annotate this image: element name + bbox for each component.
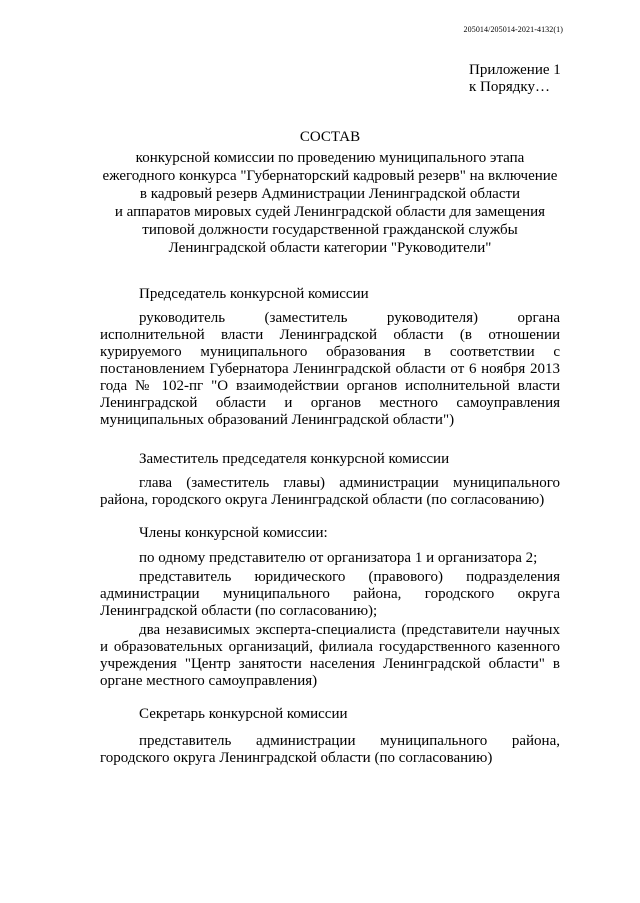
chairman-heading: Председатель конкурсной комиссии <box>139 286 369 302</box>
heading-line-1: конкурсной комиссии по проведению муниципального этапа <box>135 150 525 166</box>
heading-line-3: в кадровый резерв Администрации Ленинградской области <box>139 186 521 202</box>
secretary-heading: Секретарь конкурсной комиссии <box>139 706 348 722</box>
appendix-line-1: Приложение 1 <box>469 62 561 78</box>
document-title: СОСТАВ <box>299 129 361 145</box>
heading-line-6: Ленинградской области категории "Руководители" <box>168 240 492 256</box>
secretary-section <box>100 733 560 767</box>
document-id: 205014/205014-2021-4132(1) <box>463 25 563 34</box>
deputy-description: глава (заместитель главы) администрации муниципального района, городского округа Ленинградской области (по согласованию) <box>100 475 560 508</box>
chairman-section <box>100 310 560 429</box>
document-heading <box>100 128 560 257</box>
heading-line-5: типовой должности государственной гражданской службы <box>142 222 518 238</box>
member-item-2: представитель юридического (правового) подразделения администрации муниципального района, городского округа Ленинградской области (по согласованию); <box>100 569 560 619</box>
secretary-description: представитель администрации муниципального района, городского округа Ленинградской области (по согласованию) <box>100 733 560 766</box>
members-section <box>100 550 560 690</box>
members-heading: Члены конкурсной комиссии: <box>139 525 328 541</box>
deputy-section <box>100 475 560 509</box>
deputy-heading: Заместитель председателя конкурсной комиссии <box>139 451 450 467</box>
appendix-reference <box>469 62 561 96</box>
heading-line-2: ежегодного конкурса "Губернаторский кадровый резерв" на включение <box>102 168 558 184</box>
appendix-line-2: к Порядку… <box>469 79 550 95</box>
member-item-3: два независимых эксперта-специалиста (представители научных и образовательных организаций, филиала государственного казенного учреждения "Центр занятости населения Ленинградской области" в органе местного самоуправления) <box>100 622 560 689</box>
chairman-description: руководитель (заместитель руководителя) органа исполнительной власти Ленинградской области (в отношении курируемого муниципального образования в соответствии с постановлением Губернатора Ленинградской области от 6 ноября 2013 года № 102-пг "О взаимодействии органов исполнительной власти Ленинградской области и органов местного самоуправления муниципальных образований Ленинградской области") <box>100 310 560 428</box>
member-item-1: по одному представителю от организатора 1 и организатора 2; <box>139 550 538 566</box>
heading-line-4: и аппаратов мировых судей Ленинградской области для замещения <box>114 204 546 220</box>
